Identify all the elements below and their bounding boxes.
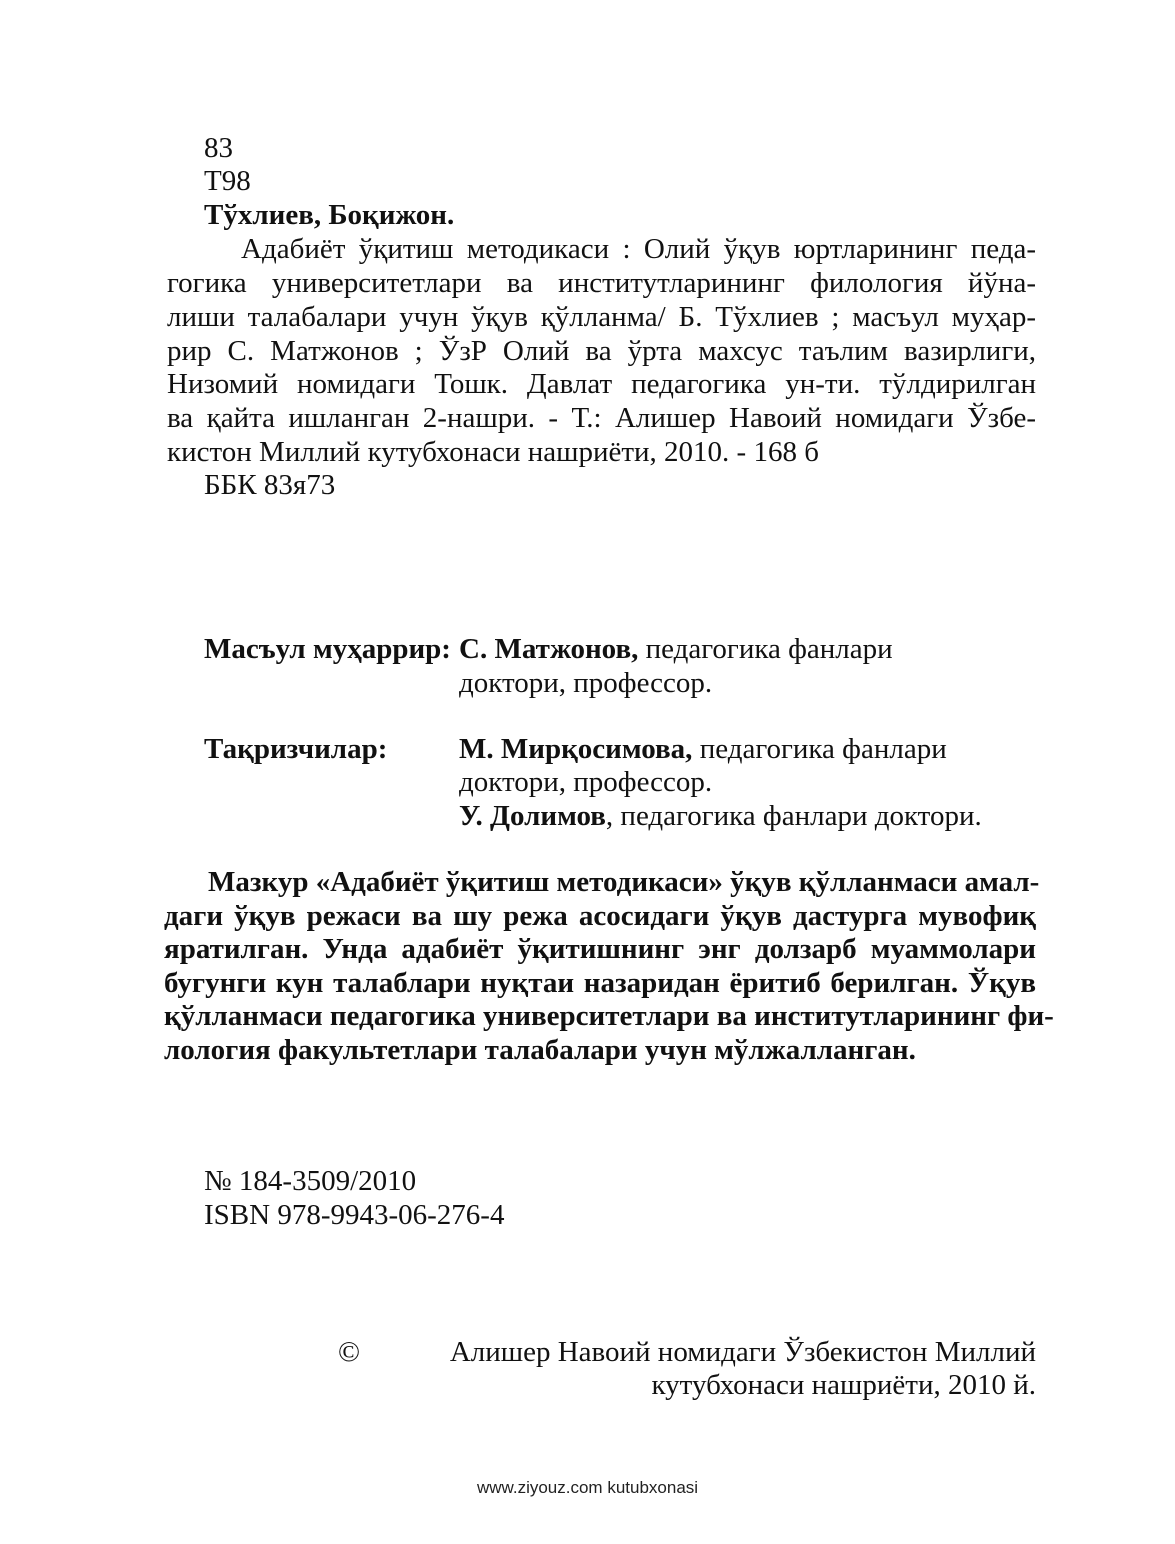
reviewer-2-line <box>459 800 982 833</box>
reviewer-1-line-2: доктори, профессор. <box>459 766 713 798</box>
reviewers-label: Тақризчилар: <box>204 733 388 765</box>
copyright-line-2: кутубхонаси нашриёти, 2010 й. <box>651 1369 1036 1401</box>
udc-code: 83 <box>204 132 233 164</box>
description-line-4: рир С. Матжонов ; ЎзР Олий ва ўрта махсус таълим вазирлиги, <box>167 335 1036 367</box>
reviewer-1-title: педагогика фанлари <box>699 733 947 765</box>
copyright-symbol: © <box>338 1336 361 1368</box>
description-line-2: гогика университетлари ва институтларининг филология йўна- <box>167 267 1036 299</box>
description-line-6: ва қайта ишланган 2-нашри. - Т.: Алишер Навоий номидаги Ўзбе- <box>167 402 1036 434</box>
description-line-7: кистон Миллий кутубхонаси нашриёти, 2010. - 168 б <box>167 436 819 468</box>
editor-title: педагогика фанлари <box>645 633 893 665</box>
reviewer-2-name: У. Долимов <box>459 800 606 832</box>
editor-name: С. Матжонов, <box>459 633 639 665</box>
reviewer-1-line-1 <box>459 733 947 766</box>
editor-line-2: доктори, профессор. <box>459 667 713 699</box>
footer-source: www.ziyouz.com kutubxonasi <box>476 1478 699 1497</box>
registration-number: № 184-3509/2010 <box>204 1165 417 1197</box>
description-line-3: лиши талабалари учун ўқув қўлланма/ Б. Тўхлиев ; масъул муҳар- <box>167 301 1036 333</box>
editor-line-1 <box>459 633 893 666</box>
abstract-line-5: қўлланмаси педагогика университетлари ва институтларининг фи- <box>164 1000 1054 1032</box>
author-mark: Т98 <box>204 165 251 197</box>
author-name: Тўхлиев, Боқижон. <box>204 199 455 231</box>
reviewer-2-title: , педагогика фанлари доктори. <box>605 800 982 832</box>
abstract-line-2: даги ўқув режаси ва шу режа асосидаги ўқув дастурга мувофиқ <box>164 900 1036 932</box>
abstract-line-4: бугунги кун талаблари нуқтаи назаридан ёритиб берилган. Ўқув <box>164 967 1036 999</box>
editor-label: Масъул муҳаррир: <box>204 633 451 665</box>
reviewer-1-name: М. Мирқосимова, <box>459 733 693 765</box>
copyright-line-1: Алишер Навоий номидаги Ўзбекистон Миллий <box>449 1336 1036 1368</box>
isbn: ISBN 978-9943-06-276-4 <box>204 1199 505 1231</box>
description-line-1: Адабиёт ўқитиш методикаси : Олий ўқув юртларининг педа- <box>241 233 1036 265</box>
abstract-line-6: лология факультетлари талабалари учун мўлжалланган. <box>164 1034 916 1066</box>
description-line-5: Низомий номидаги Тошк. Давлат педагогика ун-ти. тўлдирилган <box>167 368 1036 400</box>
abstract-line-3: яратилган. Унда адабиёт ўқитишнинг энг долзарб муаммолари <box>164 933 1036 965</box>
abstract-line-1: Мазкур «Адабиёт ўқитиш методикаси» ўқув қўлланмаси амал- <box>208 866 1040 898</box>
bbk-code: ББК 83я73 <box>204 469 336 501</box>
